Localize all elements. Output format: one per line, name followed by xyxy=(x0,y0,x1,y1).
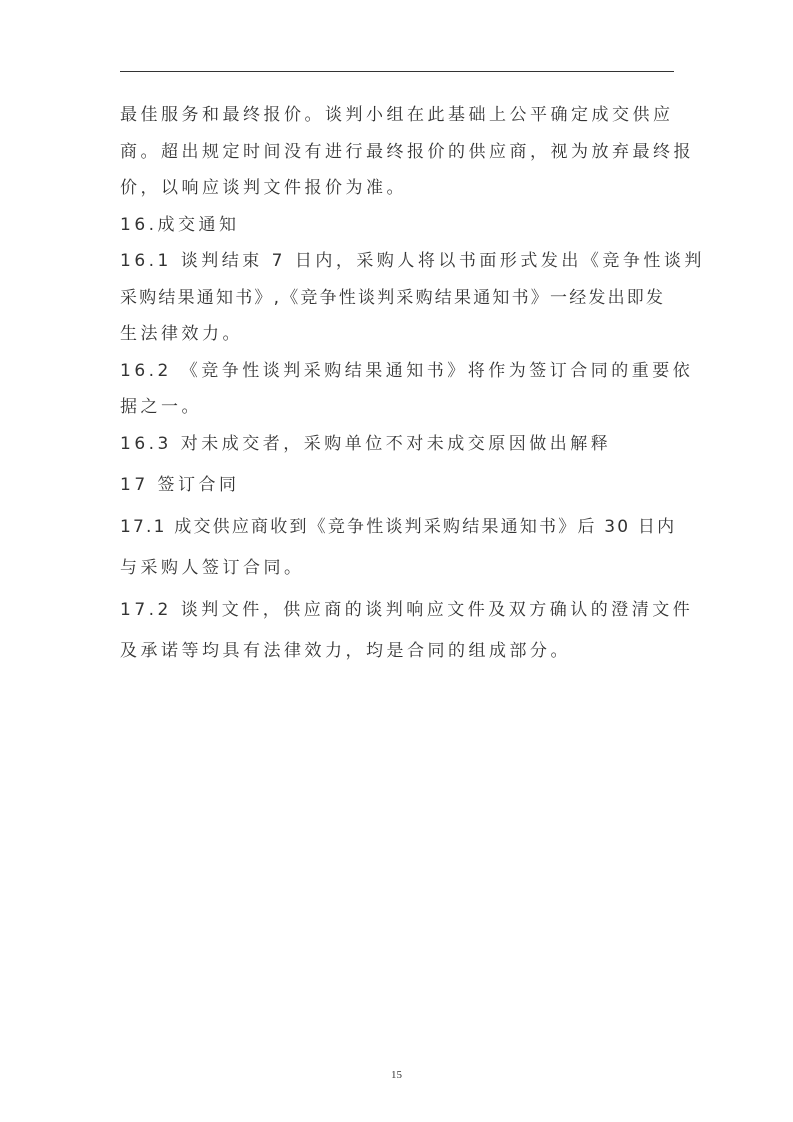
paragraph-line: 据之一。 xyxy=(120,397,202,417)
page-number: 15 xyxy=(391,1069,402,1081)
paragraph-line: 16.2 《竞争性谈判采购结果通知书》将作为签订合同的重要依 xyxy=(120,360,694,381)
document-body xyxy=(120,97,705,670)
section-heading: 16.成交通知 xyxy=(120,214,240,235)
paragraph-line: 价，以响应谈判文件报价为准。 xyxy=(120,178,407,198)
paragraph-line: 16.1 谈判结束 7 日内，采购人将以书面形式发出《竞争性谈判 xyxy=(120,251,705,271)
paragraph-line: 生法律效力。 xyxy=(120,324,243,344)
paragraph-line: 16.3 对未成交者，采购单位不对未成交原因做出解释 xyxy=(120,433,612,454)
paragraph-line: 采购结果通知书》,《竞争性谈判采购结果通知书》一经发出即发 xyxy=(120,287,666,308)
paragraph-line: 17.2 谈判文件，供应商的谈判响应文件及双方确认的澄清文件 xyxy=(120,599,694,620)
section-heading: 17 签订合同 xyxy=(120,475,240,495)
paragraph-line: 及承诺等均具有法律效力，均是合同的组成部分。 xyxy=(120,641,571,661)
paragraph-line: 最佳服务和最终报价。谈判小组在此基础上公平确定成交供应 xyxy=(120,105,674,125)
header-rule xyxy=(120,71,674,72)
paragraph-line: 与采购人签订合同。 xyxy=(120,558,305,578)
paragraph-line: 商。超出规定时间没有进行最终报价的供应商，视为放弃最终报 xyxy=(120,141,694,162)
paragraph-line: 17.1 成交供应商收到《竞争性谈判采购结果通知书》后 30 日内 xyxy=(120,516,677,537)
